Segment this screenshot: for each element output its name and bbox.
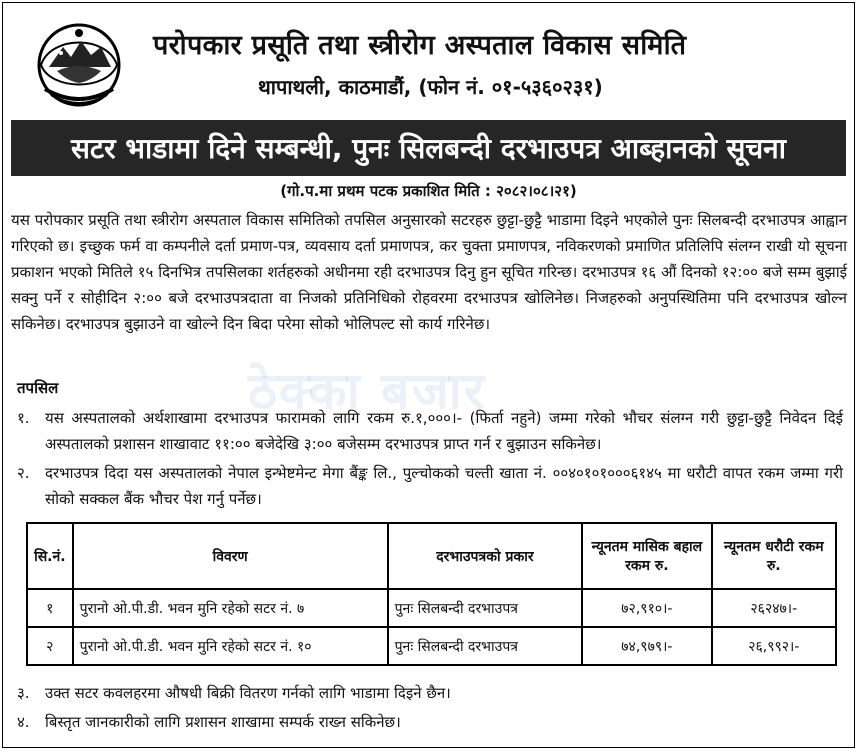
notice-title: सटर भाडामा दिने सम्बन्धी, पुनः सिलबन्दी दरभाउपत्र आब्हानको सूचना (71, 132, 786, 165)
header-description: विवरण (73, 523, 388, 589)
cell-description: पुरानो ओ.पी.डी. भवन मुनि रहेको सटर नं. १० (73, 627, 388, 665)
table-row (27, 627, 836, 665)
cell-serial: २ (27, 627, 73, 665)
notice-page (2, 2, 855, 748)
header-serial: सि.नं. (27, 523, 73, 589)
header-min-rent: न्यूनतम मासिक बहाल रकम रु. (582, 523, 711, 589)
condition-item (17, 405, 843, 457)
item-text: यस अस्पतालको अर्थशाखामा दरभाउपत्र फारामको लागि रकम रु.१,०००।- (फिर्ता नहुने) जम्मा गरेको भौचर संलग्न गरी छुट्टा-छुट्टै निवेदन दिई अस्पतालको प्रशासन शाखावाट ११:०० बजेदेखि ३:०० बजेसम्म दरभाउपत्र प्राप्त गर्न र बुझाउन सकिनेछ। (45, 409, 843, 453)
cell-bid-type: पुनः सिलबन्दी दरभाउपत्र (388, 589, 583, 627)
cell-min-deposit: २६२४७।- (712, 589, 836, 627)
cell-bid-type: पुनः सिलबन्दी दरभाउपत्र (388, 627, 583, 665)
notice-title-banner (11, 120, 846, 176)
item-number: १. (17, 409, 30, 427)
header (3, 3, 854, 115)
organization-name: परोपकार प्रसूति तथा स्त्रीरोग अस्पताल विकास समिति (153, 30, 687, 61)
cell-description: पुरानो ओ.पी.डी. भवन मुनि रहेको सटर नं. ७ (73, 589, 388, 627)
shutter-rate-table (26, 522, 837, 666)
nepal-government-emblem-icon (31, 21, 127, 111)
condition-item (17, 460, 843, 512)
item-number: ३. (17, 684, 30, 702)
cell-serial: १ (27, 589, 73, 627)
cell-min-deposit: २६,९९२।- (712, 627, 836, 665)
item-text: उक्त सटर कवलहरमा औषधी बिक्री वितरण गर्नको लागि भाडामा दिइने छैन। (45, 684, 451, 702)
tapasil-heading: तपसिल (17, 379, 59, 397)
organization-address: थापाथली, काठमाडौं, (फोन नं. ०१-५३६०२३१) (258, 75, 603, 99)
item-text: दरभाउपत्र दिदा यस अस्पतालको नेपाल इन्भेष्टमेन्ट मेगा बैंङ्क लि., पुल्चोकको चल्ती खाता नं. ००४०१०१०००६१४५ मा धरौटी वापत रकम जम्मा गरी सोको सक्कल बैंक भौचर पेश गर्नु पर्नेछ। (45, 464, 843, 508)
published-date: (गो.प.मा प्रथम पटक प्रकाशित मिति : २०८२।०८।२१) (280, 182, 577, 200)
item-number: २. (17, 464, 30, 482)
item-text: बिस्तृत जानकारीको लागि प्रशासन शाखामा सम्पर्क राख्न सकिनेछ। (45, 713, 401, 731)
table-header-row (27, 523, 836, 589)
table-row (27, 589, 836, 627)
condition-item (17, 709, 843, 735)
header-min-deposit: न्यूनतम धरौटी रकम रु. (712, 523, 836, 589)
item-number: ४. (17, 713, 30, 731)
condition-item (17, 680, 843, 706)
cell-min-rent: ७२,९१०।- (582, 589, 711, 627)
header-bid-type: दरभाउपत्रको प्रकार (388, 523, 583, 589)
notice-body: यस परोपकार प्रसूति तथा स्त्रीरोग अस्पताल विकास समितिको तपसिल अनुसारको सटरहरु छुट्टा-छुट्टै भाडामा दिइने भएकोले पुनः सिलबन्दी दरभाउपत्र आह्वान गरिएको छ। इच्छुक फर्म वा कम्पनीले दर्ता प्रमाण-पत्र, व्यवसाय दर्ता प्रमाणपत्र, कर चुक्ता प्रमाणपत्र, नविकरणको प्रमाणित प्रतिलिपि संलग्न राखी यो सूचना प्रकाशन भएको मितिले १५ दिनभित्र तपसिलका शर्तहरुको अधीनमा रही दरभाउपत्र दिनु हुन सूचित गरिन्छ। दरभाउपत्र १६ औं दिनको १२:०० बजे सम्म बुझाई सक्नु पर्ने र सोहीदिन २:०० बजे दरभाउपत्रदाता वा निजको प्रतिनिधिको रोहवरमा दरभाउपत्र खोलिनेछ। निजहरुको अनुपस्थितिमा पनि दरभाउपत्र खोल्न सकिनेछ। दरभाउपत्र बुझाउने वा खोल्ने दिन बिदा परेमा सोको भोलिपल्ट सो कार्य गरिनेछ। (11, 211, 847, 333)
watermark: ठेक्का बजार (248, 362, 487, 420)
cell-min-rent: ७४,९७९।- (582, 627, 711, 665)
